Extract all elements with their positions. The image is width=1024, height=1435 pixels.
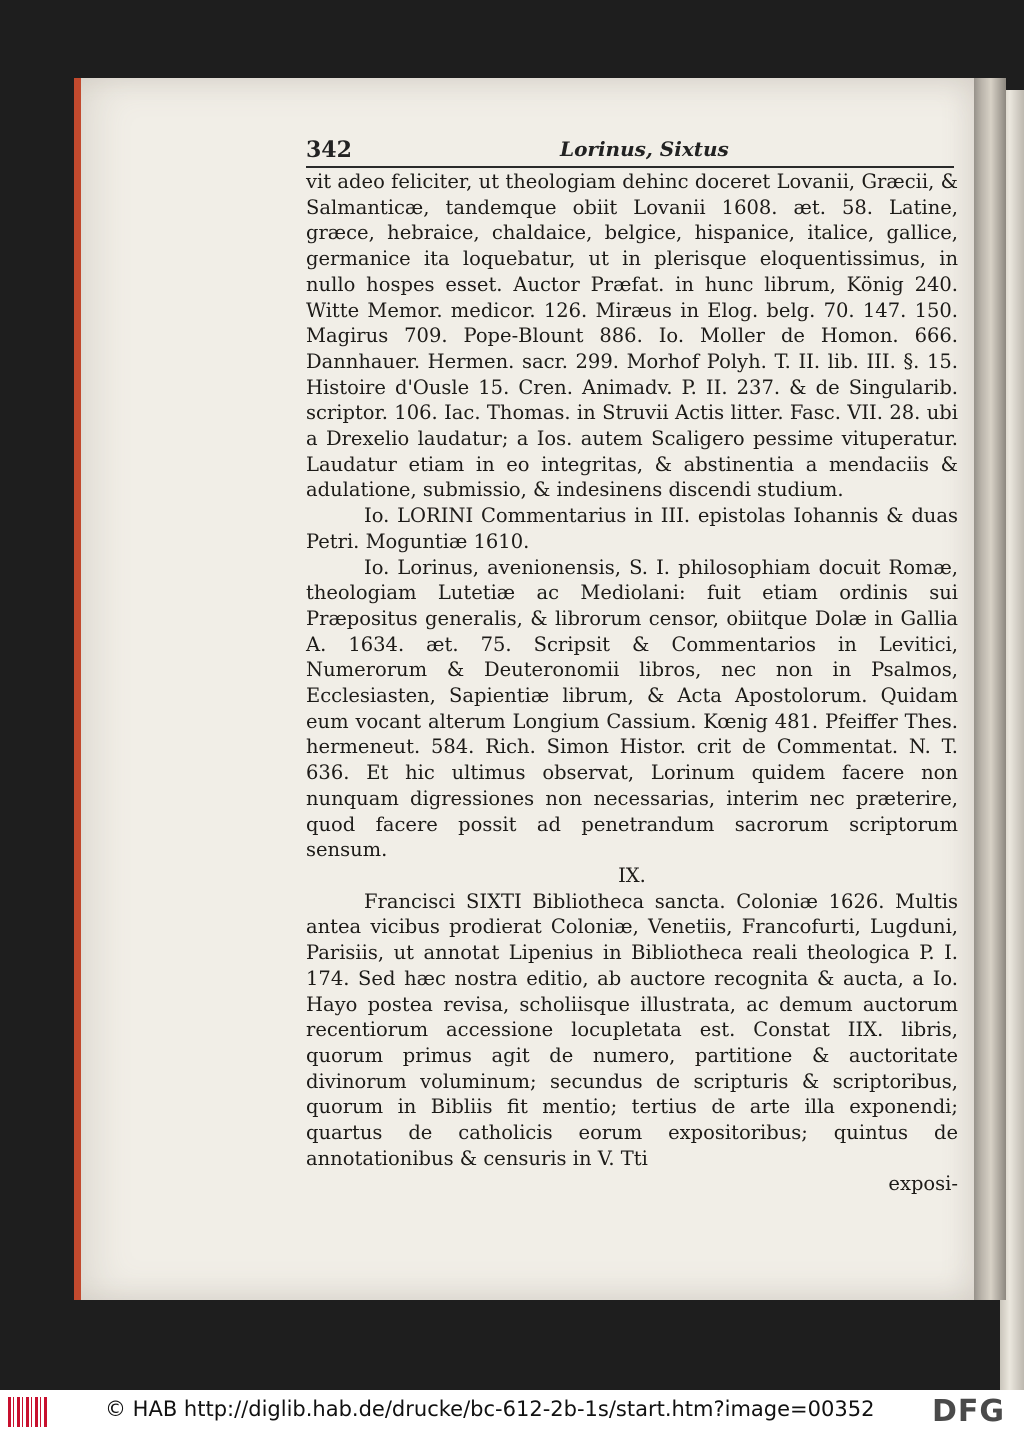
paragraph-lorinus-bio: Io. Lorinus, avenionensis, S. I. philosophiam docuit Romæ, theologiam Lutetiæ ac Mediolani: fuit etiam ordinis sui Præpositus generalis, & librorum censor, obiitque Dolæ in Gallia A. 1634. æt. 75. Scripsit & Commentarios in Levitici, Numerorum & Deuteronomii libros, nec non in Psalmos, Ecclesiasten, Sapientiæ librum, & Acta Apostolorum. Quidam eum vocant alterum Longium Cassium. Kœnig 481. Pfeiffer Thes. hermeneut. 584. Rich. Simon Histor. crit de Commentat. N. T. 636. Et hic ultimus observat, Lorinum quidem facere non nunquam digressiones non necessarias, interim nec præterire, quod facere possit ad penetrandum sacrorum scriptorum sensum. bbox=[306, 555, 958, 862]
paragraph-sixti-entry: Francisci SIXTI Bibliotheca sancta. Coloniæ 1626. Multis antea vicibus prodierat Coloniæ, Venetiis, Francofurti, Lugduni, Parisiis, ut annotat Lipenius in Bibliotheca reali theologica P. I. 174. Sed hæc nostra editio, ab auctore recognita & aucta, a Io. Hayo postea revisa, scholiisque illustrata, ac demum auctorum recentiorum accessione locupletata est. Constat IIX. libris, quorum primus agit de numero, partitione & auctoritate divinorum voluminum; secundus de scripturis & scriptoribus, quorum in Bibliis fit mentio; tertius de arte illa exponendi; quartus de catholicis eorum expositoribus; quintus de annotationibus & censuris in V. Tti bbox=[306, 889, 958, 1170]
red-page-edge bbox=[74, 78, 81, 1300]
catchword: exposi- bbox=[888, 1172, 958, 1196]
hab-barcode-icon bbox=[8, 1397, 48, 1427]
source-credit-link[interactable]: © HAB http://diglib.hab.de/drucke/bc-612-2b-1s/start.htm?image=00352 bbox=[105, 1397, 875, 1421]
viewer-footer bbox=[0, 1390, 1024, 1435]
paragraph-lorini-entry: Io. LORINI Commentarius in III. epistolas Iohannis & duas Petri. Moguntiæ 1610. bbox=[306, 504, 958, 553]
paragraph-continuation: vit adeo feliciter, ut theologiam dehinc doceret Lovanii, Græcii, & Salmanticæ, tandemque obiit Lovanii 1608. æt. 58. Latine, græce, hebraice, chaldaice, belgice, hispanice, italice, gallice, germanice ita loquebatur, ut in plerisque eloquentissimus, in nullo hospes esset. Auctor Præfat. in hunc librum, König 240. Witte Memor. medicor. 126. Miræus in Elog. belg. 70. 147. 150. Magirus 709. Pope-Blount 886. Io. Moller de Homon. 666. Dannhauer. Hermen. sacr. 299. Morhof Polyh. T. II. lib. III. §. 15. Histoire d'Ousle 15. Cren. Animadv. P. II. 237. & de Singularib. scriptor. 106. Iac. Thomas. in Struvii Actis litter. Fasc. VII. 28. ubi a Drexelio laudatur; a Ios. autem Scaligero pessime vituperatur. Laudatur etiam in eo integritas, & abstinentia a mendaciis & adulatione, submissio, & indesinens discendi studium. bbox=[306, 170, 958, 502]
dfg-logo: DFG bbox=[932, 1394, 1006, 1429]
running-head: Lorinus, Sixtus bbox=[560, 137, 729, 161]
section-numeral: IX. bbox=[618, 863, 646, 887]
page-number: 342 bbox=[306, 137, 352, 163]
page-body bbox=[306, 169, 958, 1197]
book-page bbox=[74, 78, 974, 1300]
page-header bbox=[306, 135, 954, 165]
header-rule bbox=[306, 166, 954, 168]
